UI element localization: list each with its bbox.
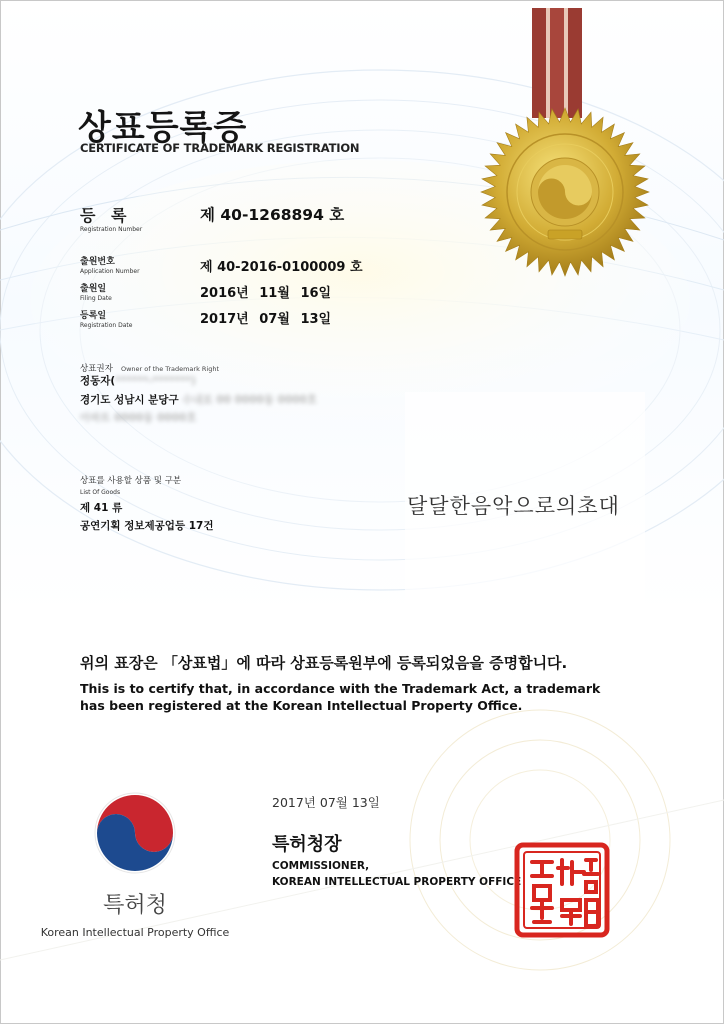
certification-ko: 위의 표장은 「상표법」에 따라 상표등록원부에 등록되었음을 증명합니다. (80, 654, 568, 672)
taegeuk-logo-icon (92, 790, 178, 876)
owner-label: 상표권자 (80, 364, 113, 374)
organization-name-en: Korean Intellectual Property Office (40, 926, 230, 939)
owner-address-text: 경기도 성남시 분당구 (80, 394, 179, 406)
application-label: 출원번호 (80, 257, 115, 267)
organization-name-ko: 특허청 (103, 893, 167, 918)
goods-class: 제 41 류 (80, 502, 123, 514)
gold-seal-icon (478, 106, 652, 278)
filing-label-en: Filing Date (80, 295, 112, 302)
filing-date: 2016년 11월 16일 (200, 286, 332, 301)
application-number: 제 40-2016-0100009 호 (200, 260, 363, 275)
owner-name (80, 373, 196, 388)
owner-address (80, 392, 317, 407)
ribbon-icon (532, 8, 582, 118)
commissioner-title-en (272, 858, 521, 890)
commissioner-title-en-line2: KOREAN INTELLECTUAL PROPERTY OFFICE (272, 876, 522, 888)
owner-address-redacted-line2: 아파트 0000동 0000호 (80, 412, 197, 424)
page-subtitle: CERTIFICATE OF TRADEMARK REGISTRATION (80, 141, 360, 155)
registration-label: 등 록 (80, 206, 132, 225)
issue-date: 2017년 07월 13일 (272, 795, 380, 810)
goods-items: 공연기획 정보제공업등 17건 (80, 520, 214, 532)
official-stamp-icon (514, 842, 610, 938)
application-label-en: Application Number (80, 268, 140, 275)
certification-en-line2: has been registered at the Korean Intellectual Property Office. (80, 698, 523, 713)
certification-en (80, 680, 600, 714)
owner-address-redacted: 수내로 00 0000동 0000호 (182, 394, 318, 406)
commissioner-title-en-line1: COMMISSIONER, (272, 860, 370, 872)
commissioner-title-ko: 특허청장 (272, 834, 342, 855)
owner-name-text: 정동자( (80, 375, 116, 387)
registration-date: 2017년 07월 13일 (200, 312, 332, 327)
filing-label: 출원일 (80, 284, 107, 294)
owner-name-redacted: ******-*******) (115, 375, 196, 387)
registration-number: 제 40-1268894 호 (200, 206, 345, 224)
registration-date-label-en: Registration Date (80, 322, 133, 329)
trademark-text: 달달한음악으로의초대 (407, 494, 620, 518)
page-title: 상표등록증 (78, 108, 248, 148)
certification-en-line1: This is to certify that, in accordance with the Trademark Act, a trademark (80, 681, 601, 696)
owner-label-en: Owner of the Trademark Right (120, 365, 220, 373)
goods-label-en: List Of Goods (80, 489, 121, 496)
registration-label-en: Registration Number (80, 226, 143, 233)
goods-label: 상표를 사용할 상품 및 구분 (80, 476, 182, 486)
registration-date-label: 등록일 (80, 311, 107, 321)
